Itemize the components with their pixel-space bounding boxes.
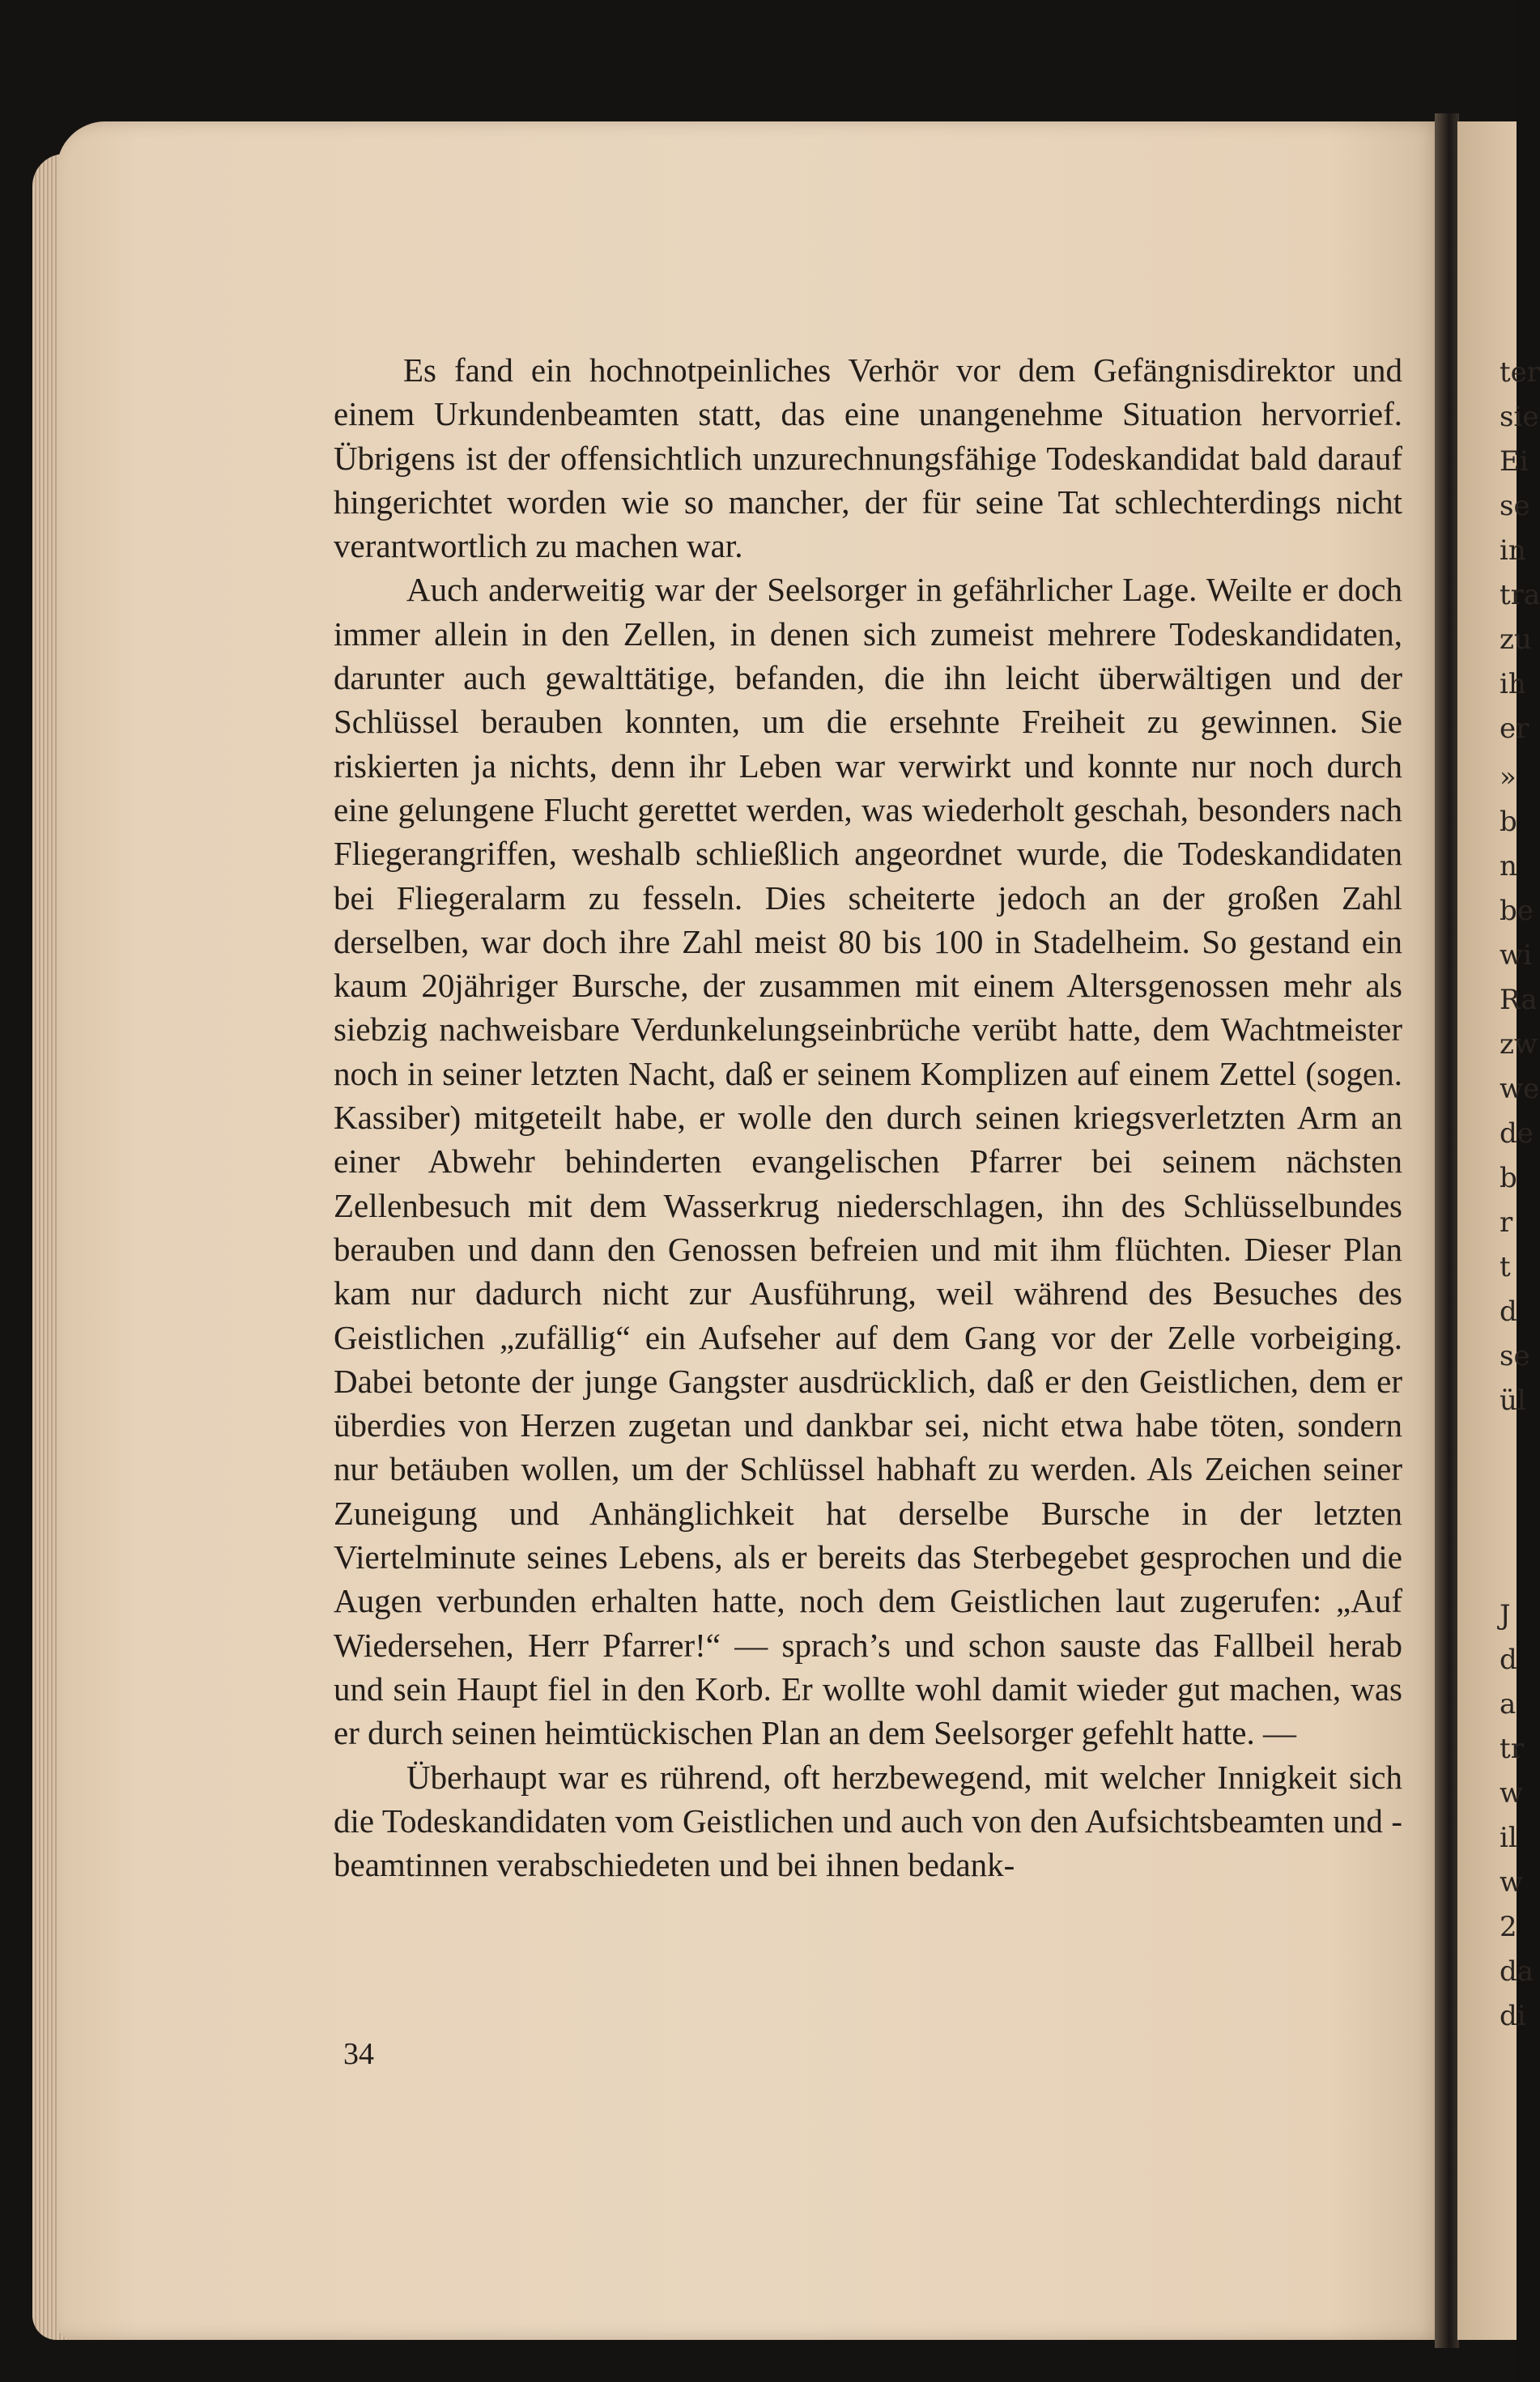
facing-fragment: ül [1500, 1385, 1526, 1417]
facing-fragment: tr [1500, 1733, 1524, 1765]
facing-fragment: zu [1500, 623, 1532, 656]
facing-fragment: w [1500, 1866, 1524, 1899]
facing-fragment: ter [1500, 356, 1540, 389]
paragraph-2: Auch anderweitig war der Seelsorger in gefährlicher Lage. Weilte er doch immer allein in den Zellen, in denen sich zumeist mehrere Todeskandidaten, darunter auch gewalttätige, befanden, die ihn leicht überwältigen und der Schlüssel berauben konnten, um die ersehnte Freiheit zu gewinnen. Sie riskierten ja nichts, denn ihr Leben war verwirkt und konnte nur noch durch eine gelungene Flucht gerettet werden, was wiederholt geschah, besonders nach Fliegerangriffen, weshalb schließlich angeordnet wurde, die Todeskandidaten bei Fliegeralarm zu fesseln. Dies scheiterte jedoch an der großen Zahl derselben, war doch ihre Zahl meist 80 bis 100 in Stadelheim. So gestand ein kaum 20jähriger Bursche, der zusammen mit einem Altersgenossen mehr als siebzig nachweisbare Verdunkelungseinbrüche verübt hatte, dem Wachtmeister noch in seiner letzten Nacht, daß er seinem Komplizen auf einem Zettel (sogen. Kassiber) mitgeteilt habe, er wolle den durch seinen kriegsverletzten Arm an einer Abwehr behinderten evangelischen Pfarrer bei seinem nächsten Zellenbesuch mit dem Wasserkrug niederschlagen, ihn des Schlüsselbundes berauben und dann den Genossen befreien und mit ihm flüchten. Dieser Plan kam nur dadurch nicht zur Ausführung, weil während des Besuches des Geistlichen „zufällig“ ein Aufseher auf dem Gang vor der Zelle vorbeiging. Dabei betonte der junge Gangster ausdrücklich, daß er den Geistlichen, dem er überdies von Herzen zugetan und dankbar sei, nicht etwa habe töten, sondern nur betäuben wollen, um der Schlüssel habhaft zu werden. Als Zeichen seiner Zuneigung und Anhänglichkeit hat derselbe Bursche in der letzten Viertelminute seines Lebens, als er bereits das Sterbegebet gesprochen und die Augen verbunden erhalten hatte, noch dem Geistlichen laut zugerufen: „Auf Wiedersehen, Herr Pfarrer!“ — sprach’s und schon sauste das Fallbeil herab und sein Haupt fiel in den Korb. Er wollte wohl damit wieder gut machen, was er durch seinen heimtückischen Plan an dem Seelsorger gefehlt hatte. — [334, 571, 1402, 1752]
body-text [334, 348, 1402, 1886]
facing-fragment: er [1500, 712, 1529, 745]
facing-fragment: r [1500, 1206, 1513, 1239]
facing-fragment: we [1500, 1073, 1540, 1105]
facing-fragment: se [1500, 1340, 1530, 1372]
paragraph-3: Überhaupt war es rührend, oft herzbewegend, mit welcher Innigkeit sich die Todeskandidaten vom Geistlichen und auch von den Aufsichtsbeamten und -beamtinnen verabschiedeten und bei ihnen bedank- [334, 1758, 1402, 1884]
facing-fragment: de [1500, 1117, 1534, 1150]
facing-fragment: sie [1500, 401, 1539, 433]
facing-fragment: se [1500, 490, 1530, 522]
facing-fragment: be [1500, 895, 1534, 927]
facing-fragment: tra [1500, 579, 1540, 611]
facing-fragment: d [1500, 1644, 1517, 1676]
facing-fragment: 2 [1500, 1911, 1517, 1943]
book-gutter [1435, 113, 1459, 2348]
facing-fragment: wi [1500, 939, 1532, 972]
facing-fragment: Ra [1500, 984, 1538, 1016]
facing-fragment: n [1500, 850, 1517, 883]
facing-fragment: da [1500, 1955, 1534, 1988]
facing-fragment: a [1500, 1688, 1517, 1721]
paragraph-1: Es fand ein hochnotpeinliches Verhör vor dem Gefängnisdirektor und einem Urkundenbeamten statt, das eine unangenehme Situation hervorrief. Übrigens ist der offensichtlich unzurechnungsfähige Todeskandidat bald darauf hingerichtet worden wie so mancher, der für seine Tat schlechterdings nicht verantwortlich zu machen war. [334, 351, 1402, 565]
page-number: 34 [343, 2037, 374, 2071]
facing-fragment: il [1500, 1822, 1517, 1854]
facing-fragment: b [1500, 806, 1517, 838]
facing-fragment: J [1500, 1599, 1511, 1631]
facing-fragment: b [1500, 1162, 1517, 1194]
facing-fragment: ih [1500, 668, 1526, 700]
facing-fragment: » [1500, 761, 1517, 793]
facing-fragment: d [1500, 1295, 1517, 1328]
facing-page [1457, 121, 1540, 2340]
facing-fragment: t [1500, 1251, 1511, 1283]
facing-fragment: in [1500, 534, 1526, 567]
facing-fragment: di [1500, 2000, 1526, 2032]
facing-fragment: Ei [1500, 445, 1529, 478]
facing-fragment: w [1500, 1777, 1524, 1810]
facing-fragment: zw [1500, 1028, 1538, 1061]
